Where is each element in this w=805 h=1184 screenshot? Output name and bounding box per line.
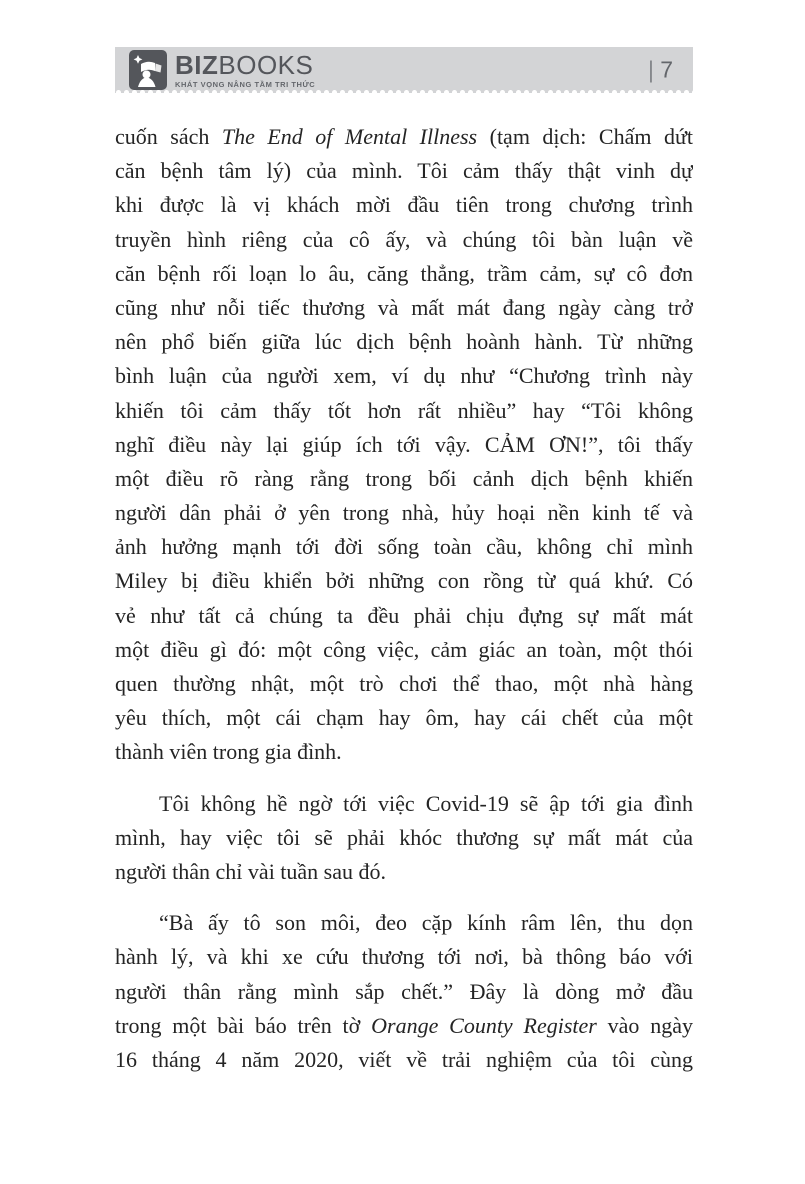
- text-run: Tôi không hề ngờ tới việc Covid-19 sẽ ập tới gia đình: [159, 790, 693, 816]
- logo-text: [175, 49, 316, 89]
- text-run: căn bệnh rối loạn lo âu, căng thẳng, trầm cảm, sự cô đơn: [115, 260, 693, 286]
- text-run: bình luận của người xem, ví dụ như “Chương trình này: [115, 363, 693, 389]
- text-line: [115, 462, 693, 496]
- text-line: [115, 633, 693, 667]
- page-header: [115, 47, 693, 93]
- page-number: [648, 57, 673, 84]
- brand-light: BOOKS: [218, 49, 314, 80]
- text-run: cũng như nỗi tiếc thương và mất mát đang ngày càng trở: [115, 294, 693, 320]
- text-line: [115, 428, 693, 462]
- text-line: [115, 120, 693, 154]
- text-line: [115, 257, 693, 291]
- page-number-value: 7: [660, 56, 673, 83]
- text-run: 16 tháng 4 năm 2020, viết về trải nghiệm của tôi cùng: [115, 1046, 693, 1072]
- text-line: [115, 188, 693, 222]
- bizbooks-logo: [115, 50, 315, 90]
- text-run: mình, hay việc tôi sẽ phải khóc thương sự mất mát của: [115, 824, 693, 850]
- text-run: cuốn sách: [115, 124, 222, 149]
- paragraph: [115, 120, 693, 770]
- text-run: người thân chỉ vài tuần sau đó.: [115, 858, 387, 884]
- text-run: Miley bị điều khiển bởi những con rồng từ quá khứ. Có: [115, 568, 693, 594]
- text-line: [115, 325, 693, 359]
- text-run: người dân phải ở yên trong nhà, hủy hoại nền kinh tế và: [115, 500, 693, 526]
- text-run: khi được là vị khách mời đầu tiên trong chương trình: [115, 192, 693, 218]
- page-body: [115, 120, 693, 1077]
- text-line: [115, 291, 693, 325]
- text-run: trong một bài báo trên tờ: [115, 1012, 372, 1038]
- bizbooks-figure-icon: [129, 50, 167, 90]
- text-run: yêu thích, một cái chạm hay ôm, hay cái chết của một: [115, 705, 693, 731]
- text-line: [115, 667, 693, 701]
- text-run: một điều gì đó: một công việc, cảm giác an toàn, một thói: [115, 636, 693, 662]
- italic-text-run: The End of Mental Illness: [221, 124, 478, 149]
- text-line: [115, 940, 693, 974]
- text-run: ảnh hưởng mạnh tới đời sống toàn cầu, không chỉ mình: [115, 534, 693, 560]
- text-line: [115, 496, 693, 530]
- text-line: [115, 223, 693, 257]
- brand-name: [175, 49, 315, 80]
- text-run: hành lý, và khi xe cứu thương tới nơi, bà thông báo với: [115, 944, 693, 970]
- brand-tagline: KHÁT VỌNG NÂNG TẦM TRI THỨC: [175, 79, 316, 89]
- text-line: [115, 701, 693, 735]
- text-run: nên phổ biến giữa lúc dịch bệnh hoành hành. Từ những: [115, 329, 693, 355]
- text-line: [115, 394, 693, 428]
- text-run: “Bà ấy tô son môi, đeo cặp kính râm lên, thu dọn: [159, 910, 693, 936]
- paragraph: [115, 787, 693, 890]
- text-run: người thân rằng mình sắp chết.” Đây là dòng mở đầu: [115, 978, 693, 1004]
- text-line: [115, 530, 693, 564]
- text-line: [115, 821, 693, 855]
- text-line: [115, 975, 693, 1009]
- text-line: [115, 154, 693, 188]
- text-line: [115, 906, 693, 940]
- text-line: [115, 787, 693, 821]
- text-run: vẻ như tất cả chúng ta đều phải chịu đựng sự mất mát: [115, 602, 693, 628]
- paragraph: [115, 906, 693, 1077]
- text-line: [115, 599, 693, 633]
- brand-bold: BIZ: [175, 49, 219, 80]
- text-run: căn bệnh tâm lý) của mình. Tôi cảm thấy thật vinh dự: [115, 158, 693, 184]
- text-run: thành viên trong gia đình.: [115, 739, 342, 765]
- text-line: [115, 1043, 693, 1077]
- text-run: một điều rõ ràng rằng trong bối cảnh dịch bệnh khiến: [115, 465, 693, 491]
- text-line: [115, 564, 693, 598]
- text-line: [115, 855, 693, 889]
- text-run: nghĩ điều này lại giúp ích tới vậy. CẢM ƠN!”, tôi thấy: [115, 431, 693, 457]
- page-number-separator: |: [649, 56, 654, 83]
- text-run: truyền hình riêng của cô ấy, và chúng tôi bàn luận về: [115, 226, 693, 252]
- text-line: [115, 359, 693, 393]
- italic-text-run: Orange County Register: [371, 1012, 597, 1038]
- text-run: vào ngày: [596, 1012, 693, 1038]
- text-run: (tạm dịch: Chấm dứt: [477, 124, 693, 149]
- text-run: quen thường nhật, một trò chơi thể thao, một nhà hàng: [115, 671, 693, 696]
- text-line: [115, 1009, 693, 1043]
- text-run: khiến tôi cảm thấy tốt hơn rất nhiều” hay “Tôi không: [115, 397, 693, 423]
- text-line: [115, 735, 693, 769]
